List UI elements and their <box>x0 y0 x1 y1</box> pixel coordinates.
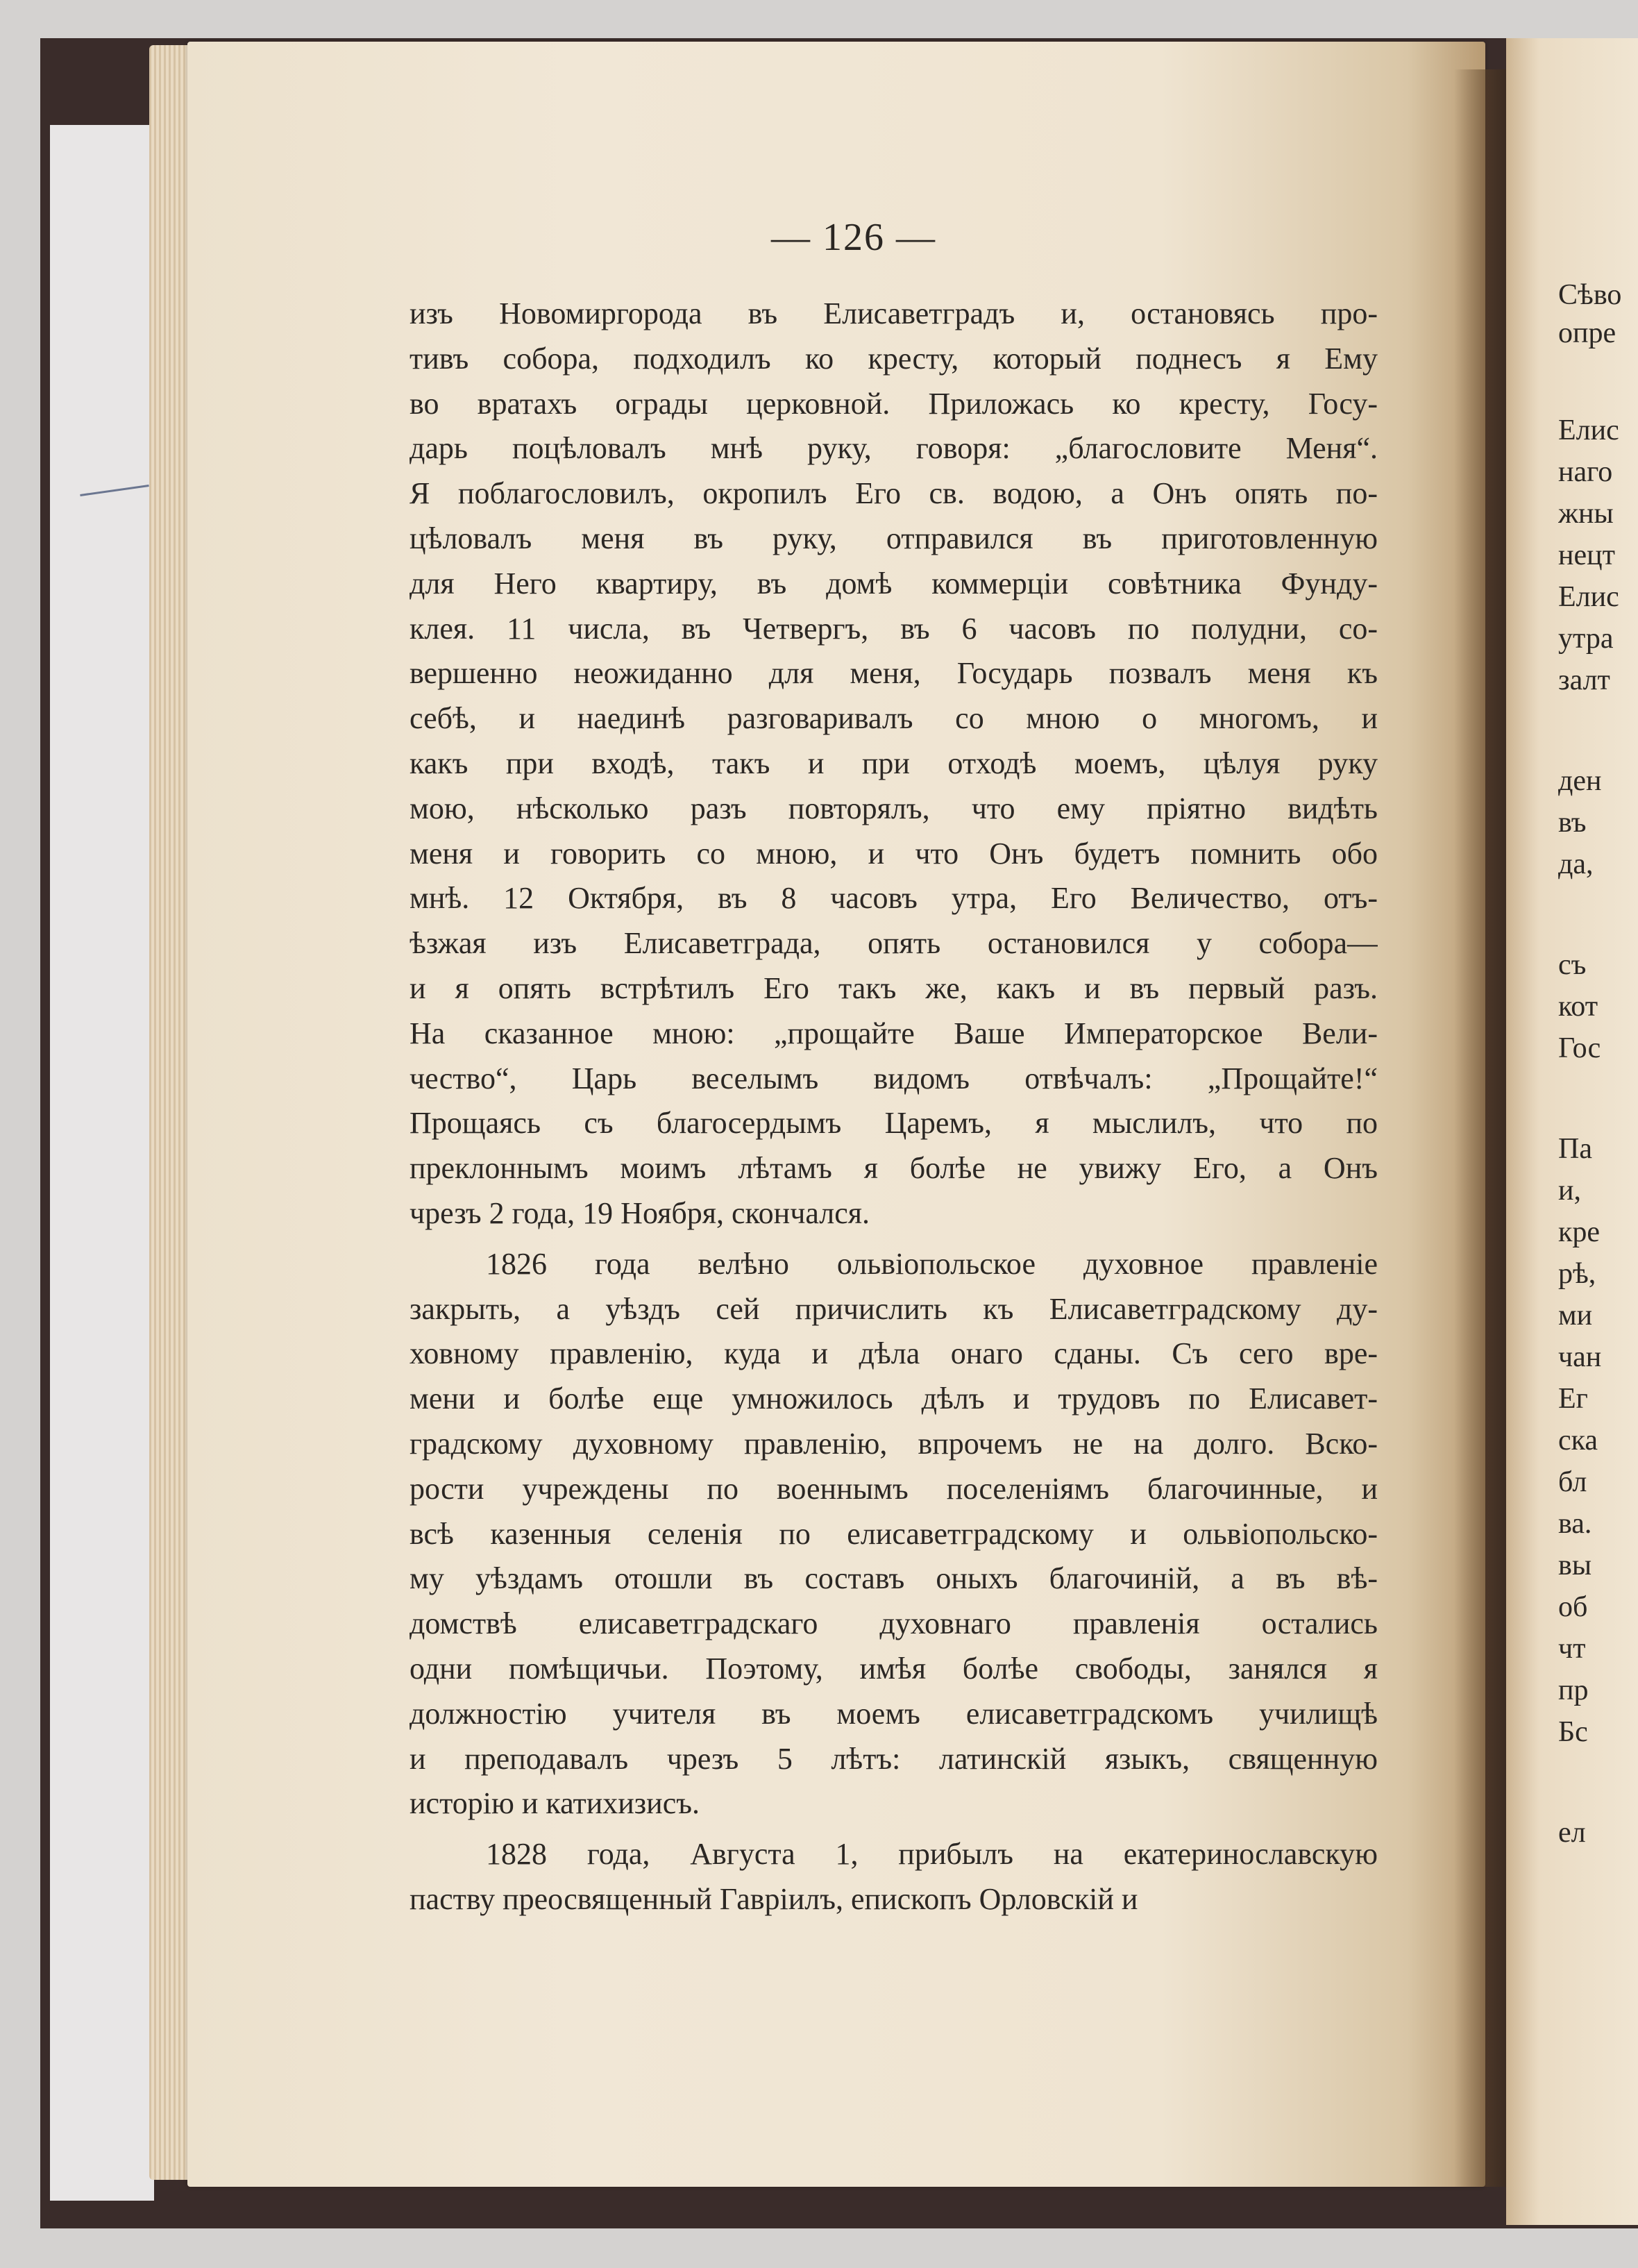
text-line: себѣ, и наединѣ разговаривалъ со мною о многомъ, и <box>410 701 1378 736</box>
facing-page-fragment: жны <box>1558 498 1614 530</box>
facing-page-fragment: Гос <box>1558 1032 1601 1064</box>
text-line: 1828 года, Августа 1, прибылъ на екатеринославскую <box>486 1837 1378 1872</box>
text-line: преклоннымъ моимъ лѣтамъ я болѣе не увижу Его, а Онъ <box>410 1151 1378 1186</box>
text-line: и я опять встрѣтилъ Его такъ же, какъ и въ первый разъ. <box>410 971 1378 1005</box>
text-line: 1826 года велѣно ольвіопольское духовное правленіе <box>486 1246 1378 1281</box>
text-line: домствѣ елисаветградскаго духовнаго правленія остались <box>410 1606 1378 1641</box>
facing-page-text <box>1558 278 1638 2013</box>
text-line: мнѣ. 12 Октября, въ 8 часовъ утра, Его Величество, отъ- <box>410 881 1378 916</box>
text-line: во вратахъ ограды церковной. Приложась ко кресту, Госу- <box>410 386 1378 421</box>
facing-page-fragment: кре <box>1558 1216 1601 1248</box>
facing-page-fragment: утра <box>1558 623 1614 655</box>
facing-page-fragment: ска <box>1558 1425 1598 1456</box>
facing-page-fragment: Па <box>1558 1133 1592 1165</box>
text-line: На сказанное мною: „прощайте Ваше Императорское Вели- <box>410 1016 1378 1050</box>
facing-page-fragment: чан <box>1558 1341 1602 1373</box>
facing-page-fragment: рѣ, <box>1558 1258 1596 1290</box>
facing-page-fragment: съ <box>1558 949 1587 981</box>
facing-page-fragment: залт <box>1558 664 1610 696</box>
facing-page-fragment: опре <box>1558 317 1616 349</box>
text-line: должностію учителя въ моемъ елисаветградскомъ училищѣ <box>410 1696 1378 1731</box>
facing-page-fragment: нецт <box>1558 539 1615 571</box>
text-line: Я поблагословилъ, окропилъ Его св. водою, а Онъ опять по- <box>410 476 1378 511</box>
facing-page-fragment: Елис <box>1558 414 1619 446</box>
text-line: закрыть, а уѣздъ сей причислить къ Елисаветградскому ду- <box>410 1291 1378 1326</box>
text-line: для Него квартиру, въ домѣ коммерціи совѣтника Фунду- <box>410 566 1378 600</box>
facing-page-fragment: Бс <box>1558 1716 1588 1748</box>
text-line: мою, нѣсколько разъ повторялъ, что ему пріятно видѣть <box>410 791 1378 825</box>
text-line: чрезъ 2 года, 19 Ноября, скончался. <box>410 1195 870 1230</box>
text-line: какъ при входѣ, такъ и при отходѣ моемъ, цѣлуя руку <box>410 746 1378 780</box>
text-line: исторію и катихизисъ. <box>410 1786 700 1821</box>
text-line: меня и говорить со мною, и что Онъ будетъ помнить обо <box>410 836 1378 871</box>
text-line: клея. 11 числа, въ Четвергъ, въ 6 часовъ по полудни, со- <box>410 611 1378 646</box>
facing-page-fragment: об <box>1558 1591 1588 1623</box>
text-line: чество“, Царь веселымъ видомъ отвѣчалъ: „Прощайте!“ <box>410 1061 1378 1095</box>
paragraph-gap <box>410 1236 1378 1242</box>
text-line: цѣловалъ меня въ руку, отправился въ приготовленную <box>410 521 1378 555</box>
text-line: мени и болѣе еще умножилось дѣлъ и трудовъ по Елисавет- <box>410 1381 1378 1416</box>
facing-page-fragment: пр <box>1558 1674 1589 1706</box>
page-number: — 126 — <box>771 216 936 259</box>
facing-page-fragment: бл <box>1558 1466 1587 1498</box>
facing-page-fragment: Ег <box>1558 1383 1588 1415</box>
text-line: градскому духовному правленію, впрочемъ не на долго. Вско- <box>410 1426 1378 1461</box>
facing-page-fragment: вы <box>1558 1549 1592 1581</box>
text-line: рости учреждены по военнымъ поселеніямъ благочинные, и <box>410 1471 1378 1506</box>
text-line: всѣ казенныя селенія по елисаветградскому и ольвіопольско- <box>410 1516 1378 1551</box>
facing-page-fragment: чт <box>1558 1633 1586 1665</box>
facing-page-fragment: Сѣво <box>1558 279 1622 311</box>
facing-page-fragment: ден <box>1558 765 1602 797</box>
facing-page-fragment: да, <box>1558 848 1594 880</box>
facing-page-fragment: и, <box>1558 1175 1581 1207</box>
binding-strip <box>50 125 154 2201</box>
facing-page-fragment: наго <box>1558 456 1613 488</box>
text-line: паству преосвященный Гавріилъ, епископъ Орловскій и <box>410 1881 1138 1916</box>
paragraph-gap <box>410 1826 1378 1832</box>
text-line: и преподавалъ чрезъ 5 лѣтъ: латинскій языкъ, священную <box>410 1741 1378 1776</box>
text-line: одни помѣщичьи. Поэтому, имѣя болѣе свободы, занялся я <box>410 1651 1378 1686</box>
text-line: вершенно неожиданно для меня, Государь позвалъ меня къ <box>410 656 1378 691</box>
text-line: ѣзжая изъ Елисаветграда, опять остановился у собора— <box>410 926 1378 961</box>
text-line: му уѣздамъ отошли въ составъ оныхъ благочиній, а въ вѣ- <box>410 1561 1378 1596</box>
text-line: тивъ собора, подходилъ ко кресту, который поднесъ я Ему <box>410 341 1378 376</box>
facing-page-fragment: въ <box>1558 807 1587 839</box>
facing-page-fragment: ми <box>1558 1300 1593 1332</box>
facing-page-fragment: ва. <box>1558 1508 1592 1540</box>
facing-page-fragment: кот <box>1558 991 1598 1023</box>
text-line: ховному правленію, куда и дѣла онаго сданы. Съ сего вре- <box>410 1336 1378 1371</box>
text-line: изъ Новомиргорода въ Елисаветградъ и, остановясь про- <box>410 296 1378 330</box>
text-line: дарь поцѣловалъ мнѣ руку, говоря: „благословите Меня“. <box>410 431 1378 466</box>
facing-page-fragment: Елис <box>1558 581 1619 613</box>
page-body-text <box>410 292 1378 1922</box>
facing-page-fragment: ел <box>1558 1817 1586 1849</box>
text-line: Прощаясь съ благосердымъ Царемъ, я мыслилъ, что по <box>410 1106 1378 1141</box>
